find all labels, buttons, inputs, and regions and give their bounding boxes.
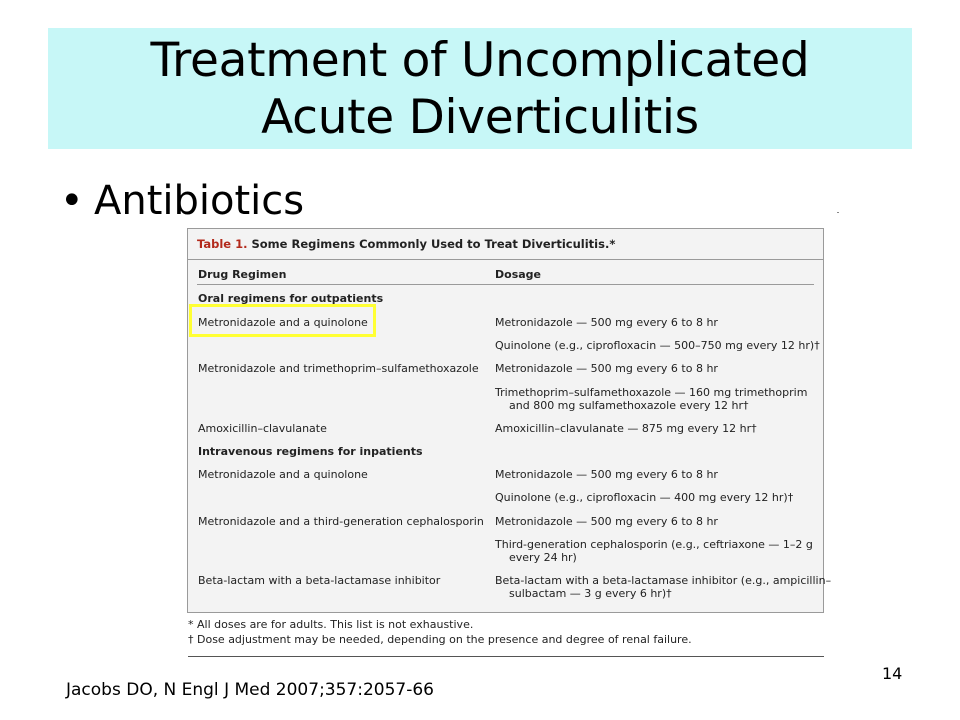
table-row-regimen: Metronidazole and a quinolone: [198, 468, 368, 481]
table-caption: Some Regimens Commonly Used to Treat Diverticulitis.*: [251, 237, 616, 251]
table-row-dosage: Quinolone (e.g., ciprofloxacin — 400 mg every 12 hr)†: [495, 491, 794, 504]
table-row-regimen: Metronidazole and trimethoprim–sulfamethoxazole: [198, 362, 479, 375]
dosage-line: Trimethoprim–sulfamethoxazole — 160 mg trimethoprim: [495, 386, 808, 399]
table-row-dosage: Quinolone (e.g., ciprofloxacin — 500–750 mg every 12 hr)†: [495, 339, 820, 352]
table-title: [197, 237, 615, 251]
page-number: 14: [882, 664, 903, 683]
column-header-dosage: Dosage: [495, 268, 541, 281]
footnote-doses: * All doses are for adults. This list is not exhaustive.: [188, 618, 474, 631]
column-header-regimen: Drug Regimen: [198, 268, 287, 281]
footnote-divider: [188, 656, 824, 657]
dosage-line: Third-generation cephalosporin (e.g., ceftriaxone — 1–2 g: [495, 538, 813, 551]
highlight-box: [189, 304, 376, 337]
table-row-regimen: Metronidazole and a quinolone: [198, 316, 368, 329]
bullet-item: [60, 177, 304, 225]
table-row-regimen: Beta-lactam with a beta-lactamase inhibitor: [198, 574, 441, 587]
table-label: Table 1.: [197, 237, 248, 251]
footnote-renal: † Dose adjustment may be needed, depending on the presence and degree of renal failure.: [188, 633, 692, 646]
table-header: [188, 229, 823, 260]
title-line-1: Treatment of Uncomplicated: [150, 33, 810, 88]
slide-title: [48, 32, 912, 146]
section-oral: Oral regimens for outpatients: [198, 292, 384, 305]
regimen-table: [187, 228, 832, 613]
stray-mark: [837, 212, 839, 213]
table-row-dosage: Metronidazole — 500 mg every 6 to 8 hr: [495, 316, 718, 329]
table-row-regimen: Metronidazole and a third-generation cephalosporin: [198, 515, 484, 528]
bullet-text: Antibiotics: [94, 178, 305, 224]
citation: Jacobs DO, N Engl J Med 2007;357:2057-66: [66, 680, 434, 700]
table-row-dosage: Metronidazole — 500 mg every 6 to 8 hr: [495, 468, 718, 481]
dosage-line-continued: every 24 hr): [509, 551, 577, 564]
section-iv: Intravenous regimens for inpatients: [198, 445, 423, 458]
table-row-dosage: Metronidazole — 500 mg every 6 to 8 hr: [495, 515, 718, 528]
header-divider: [197, 284, 814, 285]
dosage-line-continued: and 800 mg sulfamethoxazole every 12 hr†: [509, 399, 749, 412]
dosage-line: Beta-lactam with a beta-lactamase inhibitor (e.g., ampicillin–: [495, 574, 832, 587]
table-row-regimen: Amoxicillin–clavulanate: [198, 422, 327, 435]
table-row-dosage: [495, 574, 831, 600]
table-row-dosage: [495, 538, 813, 564]
dosage-line-continued: sulbactam — 3 g every 6 hr)†: [509, 587, 672, 600]
table-row-dosage: [495, 386, 807, 412]
table-row-dosage: Metronidazole — 500 mg every 6 to 8 hr: [495, 362, 718, 375]
bullet-dot: •: [60, 178, 84, 224]
title-line-2: Acute Diverticulitis: [261, 90, 699, 145]
table-row-dosage: Amoxicillin–clavulanate — 875 mg every 12 hr†: [495, 422, 757, 435]
